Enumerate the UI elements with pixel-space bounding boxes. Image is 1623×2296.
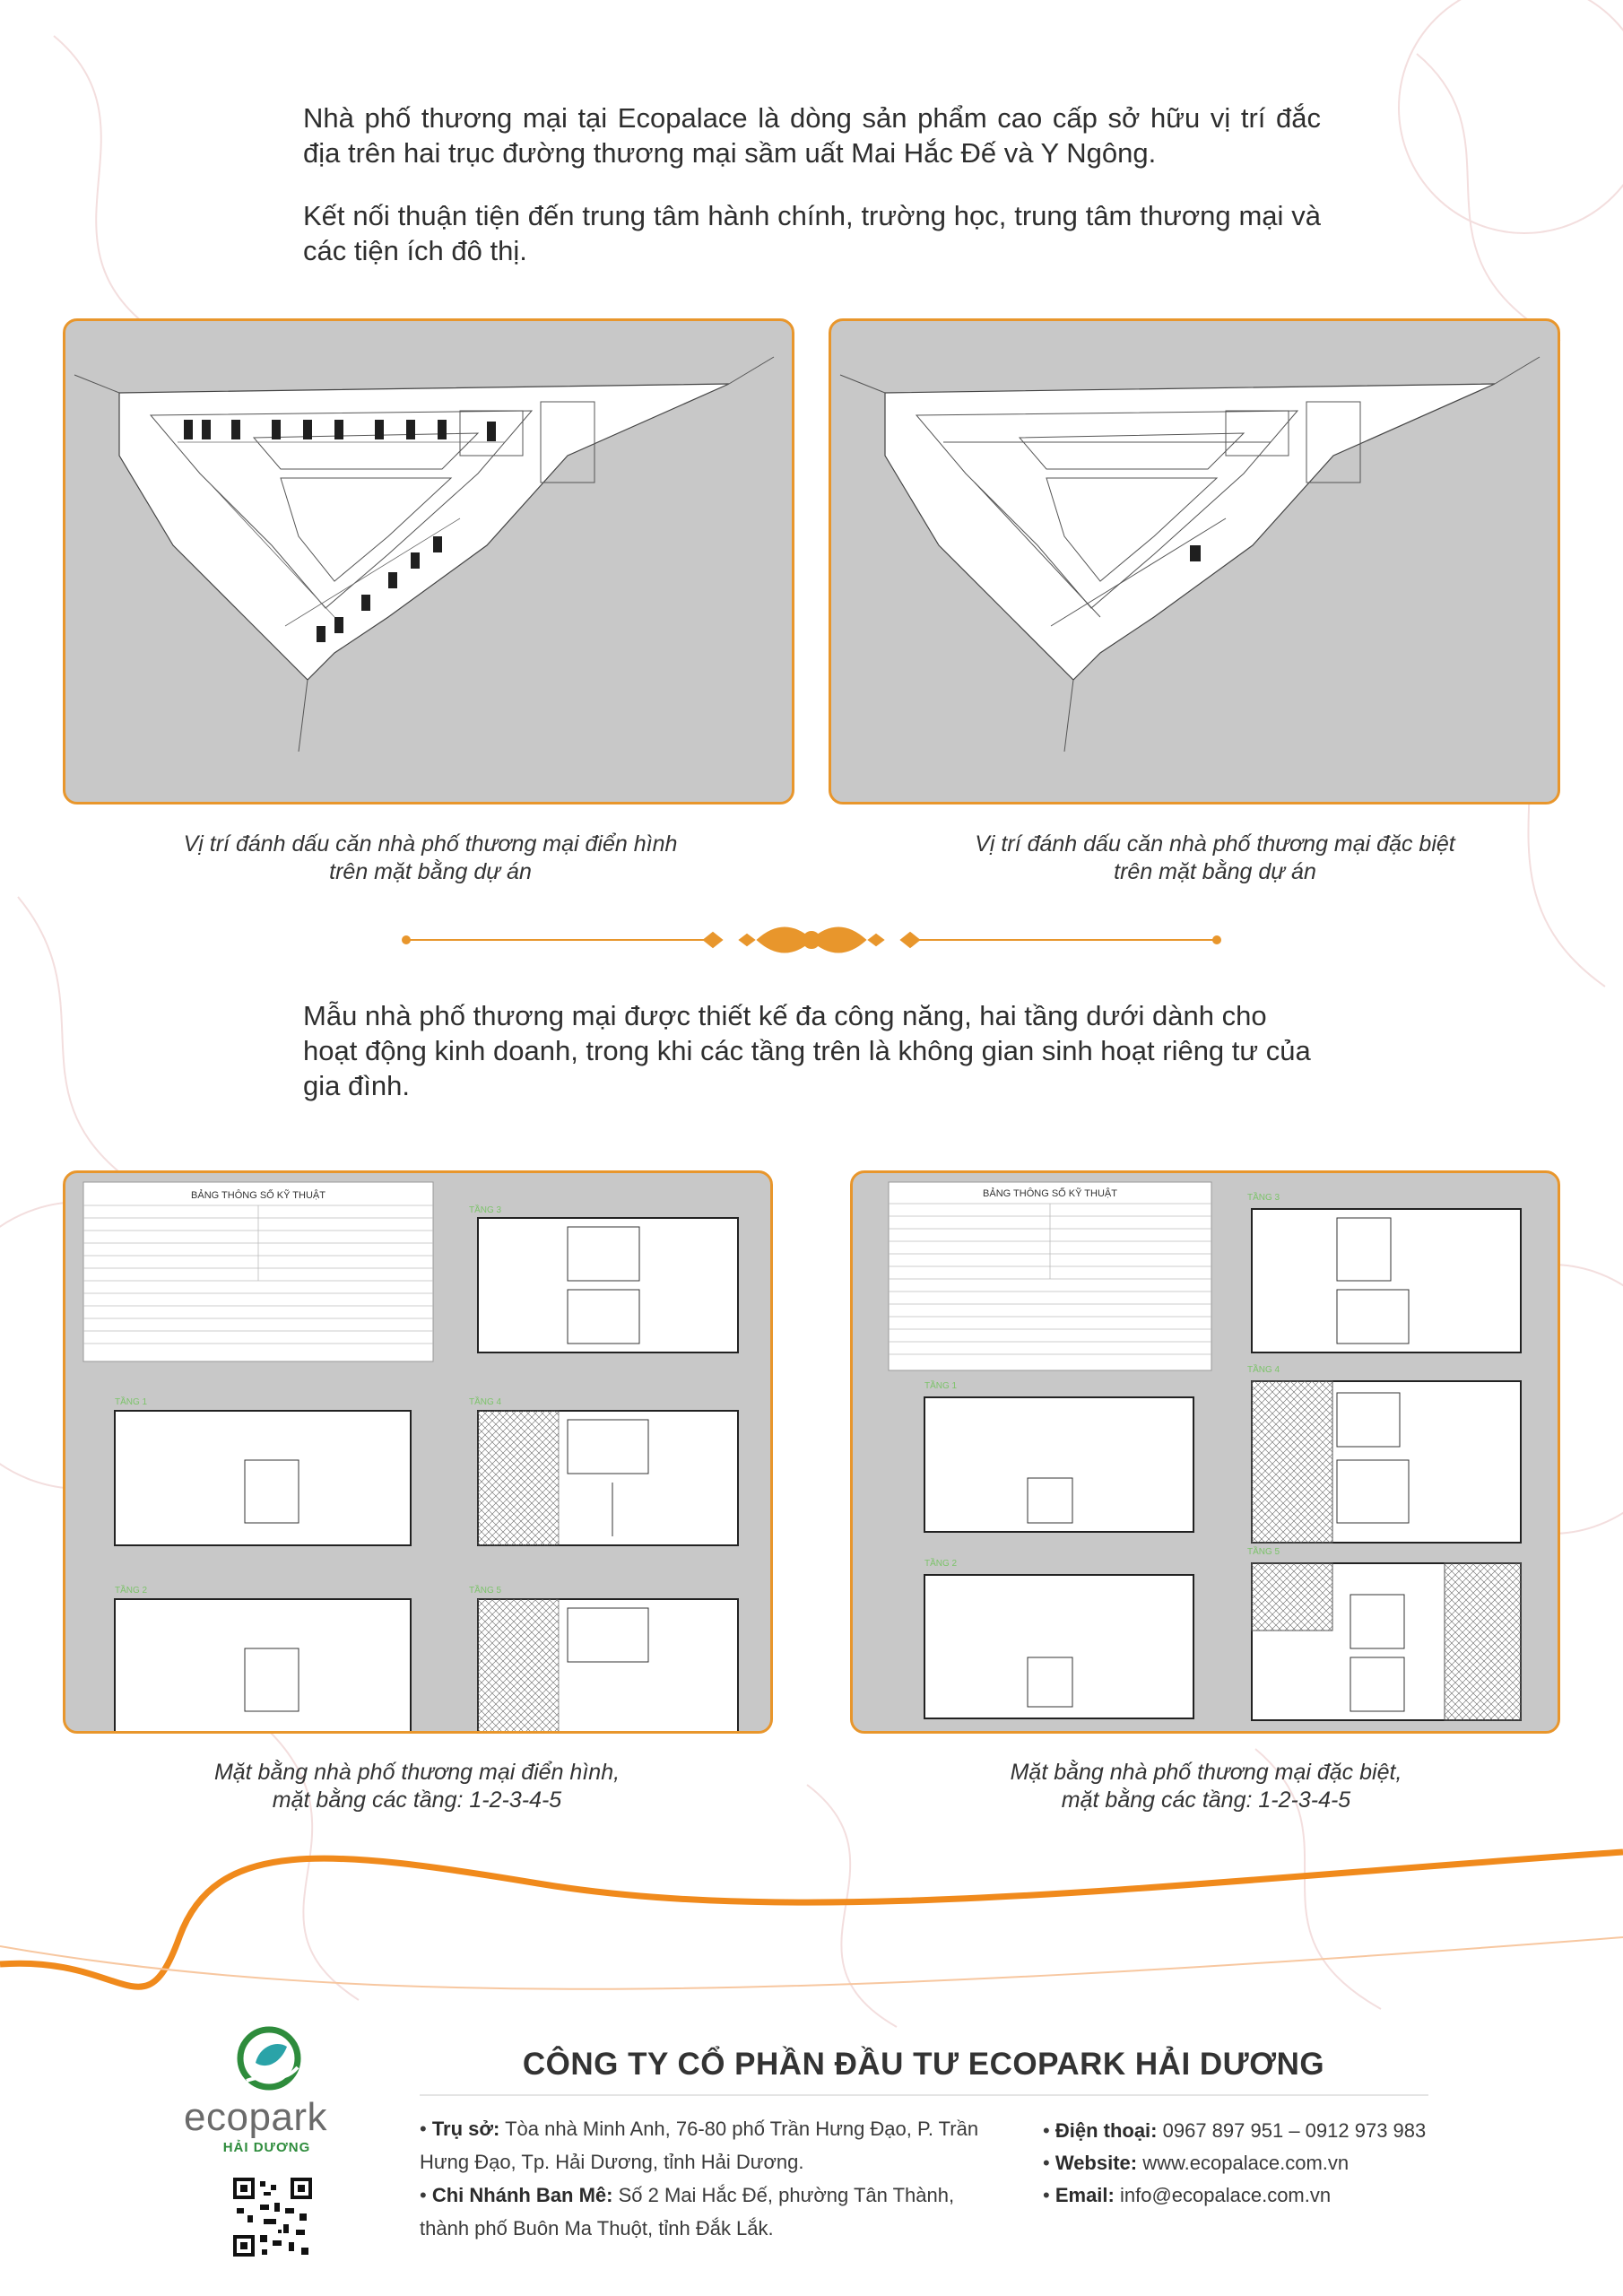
phone-value[interactable]: 0967 897 951 – 0912 973 983	[1162, 2119, 1427, 2142]
caption-line: Vị trí đánh dấu căn nhà phố thương mại điển hình	[183, 831, 678, 857]
floor-plan-special-caption	[883, 1759, 1529, 1814]
caption-line: Mặt bằng nhà phố thương mại đặc biệt,	[1010, 1760, 1402, 1785]
headquarters-address: • Trụ sở: Tòa nhà Minh Anh, 76-80 phố Trần Hưng Đạo, P. Trần Hưng Đạo, Tp. Hải Dương, tỉnh Hải Dương.	[420, 2112, 1022, 2179]
spec-table-title: BẢNG THÔNG SỐ KỸ THUẬT	[983, 1188, 1117, 1199]
floor-label: TẦNG 3	[1247, 1193, 1280, 1203]
phone-label: Điện thoại:	[1055, 2119, 1158, 2142]
hq-value: Hưng Đạo, Tp. Hải Dương, tỉnh Hải Dương.	[420, 2151, 804, 2173]
ecopark-logo-icon	[184, 2018, 354, 2152]
phone-row: • Điện thoại: 0967 897 951 – 0912 973 983	[1043, 2119, 1427, 2142]
floor-label: TẦNG 5	[1247, 1547, 1280, 1557]
intro-paragraph-connection: Kết nối thuận tiện đến trung tâm hành chính, trường học, trung tâm thương mại và các tiện ích đô thị.	[303, 200, 1321, 266]
company-name: CÔNG TY CỔ PHẦN ĐẦU TƯ ECOPARK HẢI DƯƠNG	[522, 2047, 1325, 2082]
hq-value: Tòa nhà Minh Anh, 76-80 phố Trần Hưng Đạo, P. Trần	[505, 2118, 979, 2140]
floor-label: TẦNG 1	[924, 1381, 958, 1391]
caption-line: Mặt bằng nhà phố thương mại điển hình,	[213, 1760, 621, 1785]
website-label: Website:	[1055, 2152, 1138, 2174]
address-block	[420, 2112, 1022, 2245]
caption-line: mặt bằng các tầng: 1-2-3-4-5	[272, 1787, 562, 1813]
intro-paragraph-location: Nhà phố thương mại tại Ecopalace là dòng sản phẩm cao cấp sở hữu vị trí đắc địa trên hai trục đường thương mại sầm uất Mai Hắc Đế và Y Ngông.	[303, 102, 1321, 169]
site-plan-typical-image	[63, 318, 794, 804]
caption-line: mặt bằng các tầng: 1-2-3-4-5	[1061, 1787, 1351, 1813]
hq-label: Trụ sở:	[431, 2118, 500, 2140]
caption-line: trên mặt bằng dự án	[1114, 859, 1316, 884]
floor-label: TẦNG 2	[924, 1559, 958, 1569]
caption-line: Vị trí đánh dấu căn nhà phố thương mại đặc biệt	[975, 831, 1455, 857]
floor-label: TẦNG 1	[115, 1397, 148, 1407]
email-row: • Email: info@ecopalace.com.vn	[1043, 2184, 1332, 2206]
ecopark-logo-wordmark: ecopark	[184, 2095, 328, 2139]
ecopark-logo-subtitle: HẢI DƯƠNG	[222, 2140, 311, 2155]
caption-line: trên mặt bằng dự án	[329, 859, 532, 884]
site-plan-special-image	[829, 318, 1560, 804]
branch-label: Chi Nhánh Ban Mê:	[431, 2184, 613, 2206]
floor-label: TẦNG 2	[115, 1586, 148, 1596]
ornamental-divider	[399, 924, 1224, 956]
marked-units-special	[1190, 545, 1201, 561]
email-label: Email:	[1055, 2184, 1115, 2206]
branch-value: Số 2 Mai Hắc Đế, phường Tân Thành,	[618, 2184, 955, 2206]
floor-label: TẦNG 3	[469, 1205, 502, 1215]
floor-label: TẦNG 4	[469, 1397, 502, 1407]
branch-address: • Chi Nhánh Ban Mê: Số 2 Mai Hắc Đế, phường Tân Thành, thành phố Buôn Ma Thuột, tỉnh Đắk Lắk.	[420, 2179, 1022, 2245]
qr-code-icon	[233, 2178, 312, 2257]
contact-block	[1043, 2115, 1437, 2212]
email-link[interactable]: info@ecopalace.com.vn	[1119, 2184, 1332, 2206]
site-plan-special-caption	[883, 831, 1547, 886]
footer-divider	[420, 2094, 1428, 2096]
design-paragraph: Mẫu nhà phố thương mại được thiết kế đa công năng, hai tầng dưới dành cho hoạt động kinh doanh, trong khi các tầng trên là không gian sinh hoạt riêng tư của gia đình.	[303, 1000, 1311, 1101]
floor-plan-typical-caption	[99, 1759, 735, 1814]
floor-plan-typical-image	[63, 1170, 773, 1734]
branch-value: thành phố Buôn Ma Thuột, tỉnh Đắk Lắk.	[420, 2217, 774, 2239]
website-link[interactable]: www.ecopalace.com.vn	[1142, 2152, 1350, 2174]
floor-label: TẦNG 5	[469, 1586, 502, 1596]
website-row: • Website: www.ecopalace.com.vn	[1043, 2152, 1350, 2174]
floor-label: TẦNG 4	[1247, 1365, 1280, 1375]
floor-plan-special-image	[850, 1170, 1560, 1734]
spec-table-title: BẢNG THÔNG SỐ KỸ THUẬT	[191, 1190, 325, 1201]
site-plan-typical-caption	[99, 831, 762, 886]
